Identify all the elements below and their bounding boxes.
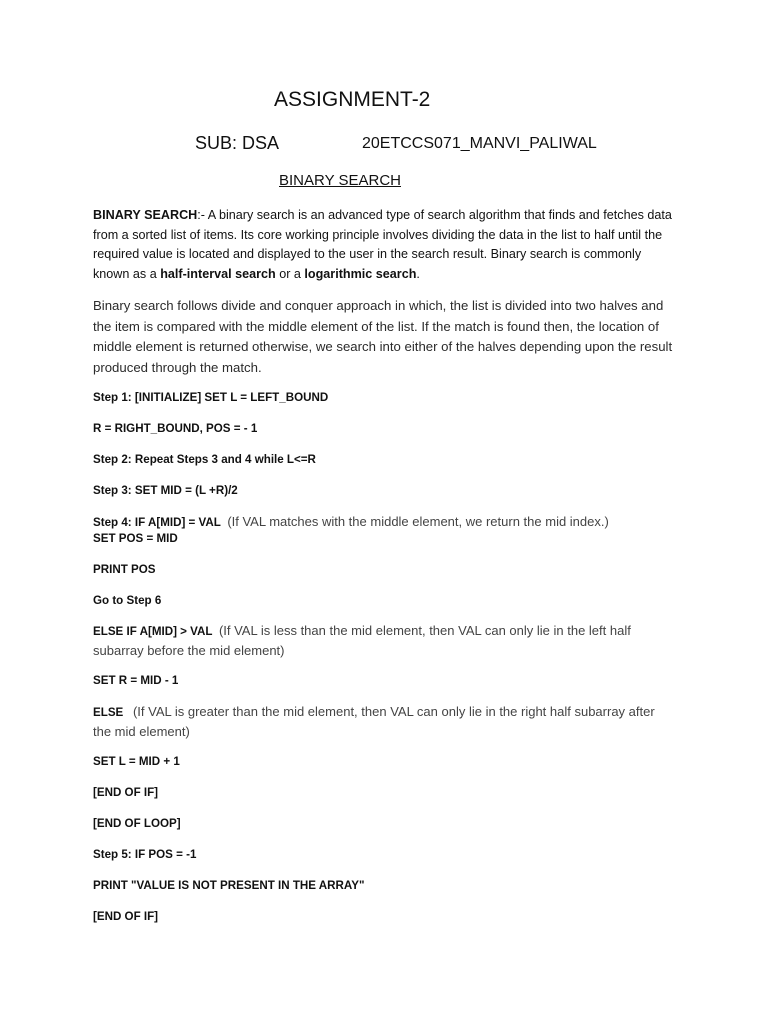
subject-label: SUB: DSA (195, 133, 280, 153)
explanation-paragraph: Binary search follows divide and conquer approach in which, the list is divided into two halves and the item is compared with the middle element of the list. If the match is found then, the location of middle element is returned otherwise, we search into either of the halves depending upon the result produced through the match. (93, 298, 673, 375)
print-pos: PRINT POS (93, 563, 156, 576)
end-of-if-1: [END OF IF] (93, 786, 159, 799)
else-if-cond: ELSE IF A[MID] > VAL (93, 625, 213, 638)
set-l: SET L = MID + 1 (93, 755, 180, 768)
intro-lead: BINARY SEARCH (93, 208, 198, 222)
step-4-note: (If VAL matches with the middle element, we return the mid index.) (227, 514, 609, 529)
set-r: SET R = MID - 1 (93, 674, 179, 687)
intro-paragraph (93, 206, 675, 284)
else-branch (93, 702, 668, 742)
step-4-set-pos: SET POS = MID (93, 532, 178, 545)
step-2: Step 2: Repeat Steps 3 and 4 while L<=R (93, 453, 316, 466)
intro-term-2: logarithmic search (304, 266, 417, 281)
intro-text-3: . (416, 266, 420, 281)
assignment-title: ASSIGNMENT-2 (274, 88, 431, 111)
step-4 (93, 514, 609, 529)
else-cond: ELSE (93, 706, 124, 719)
student-roll-name: 20ETCCS071_MANVI_PALIWAL (362, 135, 597, 152)
end-of-loop: [END OF LOOP] (93, 817, 181, 830)
topic-heading: BINARY SEARCH (279, 172, 401, 189)
end-of-if-2: [END OF IF] (93, 910, 159, 923)
else-if-note: (If VAL is less than the mid element, then VAL can only lie in the left half subarray before the mid element) (93, 623, 631, 658)
else-if-branch (93, 621, 668, 661)
step-1: Step 1: [INITIALIZE] SET L = LEFT_BOUND (93, 391, 329, 404)
step-5: Step 5: IF POS = -1 (93, 848, 197, 861)
else-note: (If VAL is greater than the mid element, then VAL can only lie in the right half subarray after the mid element) (93, 704, 655, 739)
step-1-cont: R = RIGHT_BOUND, POS = - 1 (93, 422, 258, 435)
step-4-cond: Step 4: IF A[MID] = VAL (93, 516, 221, 529)
intro-term-1: half-interval search (160, 266, 276, 281)
print-not-present: PRINT "VALUE IS NOT PRESENT IN THE ARRAY" (93, 879, 365, 892)
goto-step-6: Go to Step 6 (93, 594, 162, 607)
step-3: Step 3: SET MID = (L +R)/2 (93, 484, 238, 497)
intro-text-2: or a (275, 266, 305, 281)
intro-text-1: :- A binary search is an advanced type of search algorithm that finds and fetches data from a sorted list of items. Its core working principle involves dividing the data in the list to half until the required value is located and displayed to the user in the search result. Binary search is commonly known as a (93, 208, 672, 281)
